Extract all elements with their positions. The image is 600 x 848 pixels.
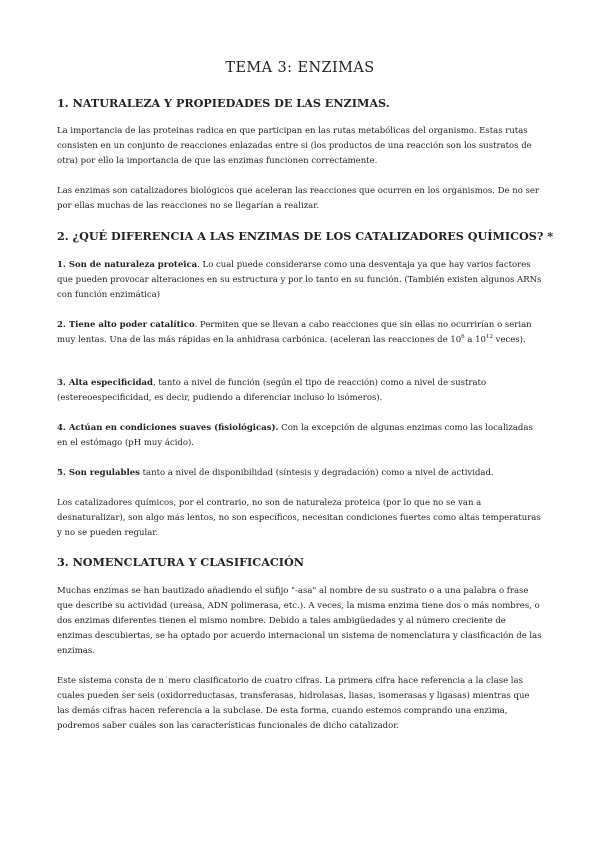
item-5-text: tanto a nivel de disponibilidad (síntesis y degradación) como a nivel de actividad. <box>139 468 494 478</box>
section-1-paragraph-2: Las enzimas son catalizadores biológicos que aceleran las reacciones que ocurren en los organismos. De no ser por ellas muchas de las reacciones no se llegarían a realizar. <box>57 186 539 211</box>
section-2-item-2 <box>57 318 543 348</box>
section-2-item-1 <box>57 258 543 303</box>
item-4-lead: 4. Actúan en condiciones suaves (fisiológicas). <box>57 423 279 433</box>
section-3-heading: 3. NOMENCLATURA Y CLASIFICACIÓN <box>57 555 304 569</box>
item-2-end: veces). <box>492 335 526 345</box>
section-2-item-3 <box>57 376 543 406</box>
item-2-mid: a 10 <box>464 335 486 345</box>
section-3-paragraph-1: Muchas enzimas se han bautizado añadiendo el sufijo "-asa" al nombre de su sustrato o a una palabra o frase que describe su actividad (ureasa, ADN polimerasa, etc.). A veces, la misma enzima tiene dos o más nombres, o dos enzimas diferentes tienen el mismo nombre. Debido a tales ambigüedades y al número creciente de enzimas descubiertas, se ha optado por acuerdo internacional un sistema de nomenclatura y clasificación de las enzimas. <box>57 586 542 656</box>
item-1-lead: 1. Son de naturaleza proteica <box>57 260 198 270</box>
section-2-closing-paragraph: Los catalizadores químicos, por el contrario, no son de naturaleza proteica (por lo que no se van a desnaturalizar), son algo más lentos, no son específicos, necesitan condiciones fuertes como altas temperaturas y no se pueden regular. <box>57 498 541 538</box>
item-5-lead: 5. Son regulables <box>57 468 140 478</box>
item-1-text: . Lo cual puede considerarse como una desventaja ya que hay varios factores que pueden provocar alteraciones en su estructura y por lo tanto en su función. (También existen algunos ARNs con función enzimática) <box>57 260 542 300</box>
section-3-paragraph-2: Este sistema consta de n˙mero clasificatorio de cuatro cifras. La primera cifra hace referencia a la clase las cuales pueden ser seis (oxidorreductasas, transferasas, hidrolasas, liasas, isomerasas y ligasas) mientras que las demás cifras hacen referencia a la subclase. De esta forma, cuando estemos comprando una enzima, podremos saber cuáles son las características funcionales de dicho catalizador. <box>57 676 530 731</box>
section-2-item-4 <box>57 421 543 451</box>
document-title: TEMA 3: ENZIMAS <box>225 60 375 76</box>
item-3-lead: 3. Alta especificidad <box>57 378 153 388</box>
item-2-text: . Permiten que se llevan a cabo reacciones que sin ellas no ocurrirían o serian muy lentas. Una de las más rápidas en la anhidrasa carbónica. (aceleran las reacciones de 10 <box>57 320 532 345</box>
section-1-heading: 1. NATURALEZA Y PROPIEDADES DE LAS ENZIMAS. <box>57 96 390 110</box>
item-2-exponent-1: 6 <box>461 334 465 340</box>
section-2-item-5 <box>57 466 543 481</box>
item-2-exponent-2: 12 <box>485 334 493 340</box>
item-2-lead: 2. Tiene alto poder catalítico <box>57 320 195 330</box>
section-2-heading: 2. ¿QUÉ DIFERENCIA A LAS ENZIMAS DE LOS CATALIZADORES QUÍMICOS? * <box>57 229 554 243</box>
item-4-text: Con la excepción de algunas enzimas como las localizadas en el estómago (pH muy ácido). <box>57 423 533 448</box>
item-3-text: , tanto a nivel de función (según el tipo de reacción) como a nivel de sustrato (estereoespecificidad, es decir, pudiendo a diferenciar incluso lo isómeros). <box>57 378 487 403</box>
section-1-paragraph-1: La importancia de las proteinas radica en que participan en las rutas metabólicas del organismo. Estas rutas consisten en un conjunto de reacciones enlazadas entre si (los productos de una reacción son los sustratos de otra) por ello la importancia de que las enzimas funcionen correctamente. <box>57 126 532 166</box>
